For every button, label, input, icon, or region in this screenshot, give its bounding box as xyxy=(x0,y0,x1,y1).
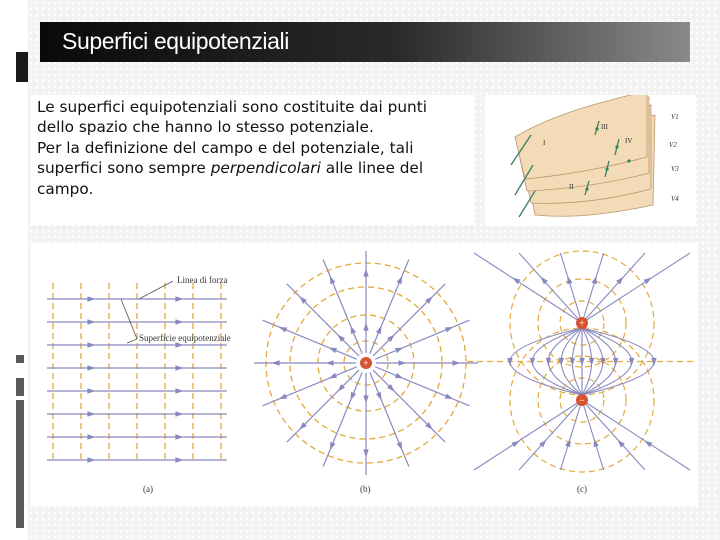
side-accent-bar xyxy=(16,355,24,363)
callout-surface-label: Superficie equipotenziale xyxy=(139,333,231,343)
field-lines-figure xyxy=(31,243,698,506)
field-arrow xyxy=(175,319,183,324)
field-dot xyxy=(615,145,618,148)
field-arrow xyxy=(330,276,336,285)
field-arrow xyxy=(330,442,336,451)
side-accent-bar xyxy=(16,400,24,528)
field-arrow xyxy=(326,360,334,365)
body-text-box xyxy=(31,95,474,225)
field-arrow xyxy=(87,296,95,301)
field-dot xyxy=(595,127,598,130)
field-arrow xyxy=(87,319,95,324)
caption-c: (c) xyxy=(577,484,587,494)
field-arrow xyxy=(594,439,599,448)
side-accent-bar xyxy=(16,378,24,396)
field-arrow xyxy=(87,388,95,393)
field-arrow xyxy=(395,348,404,354)
caption-a: (a) xyxy=(143,484,153,494)
field-arrow xyxy=(363,323,368,331)
callout-leader xyxy=(127,339,137,343)
region-label: II xyxy=(569,183,574,191)
field-arrow xyxy=(644,278,652,285)
field-arrow xyxy=(363,449,368,457)
field-arrow xyxy=(175,296,183,301)
field-dot xyxy=(585,187,588,190)
field-line xyxy=(582,253,604,323)
field-arrow xyxy=(351,326,357,335)
field-arrow xyxy=(175,342,183,347)
body-line: campo. xyxy=(37,179,94,198)
region-label: III xyxy=(601,123,608,131)
surface-label: V3 xyxy=(671,165,679,173)
field-arrow xyxy=(87,457,95,462)
field-line xyxy=(560,400,582,470)
field-arrow xyxy=(175,411,183,416)
field-arrow xyxy=(592,276,597,285)
body-text: alle linee del xyxy=(320,159,424,178)
callout-line-label: Linea di forza xyxy=(177,275,228,285)
panel-dipole xyxy=(467,251,697,472)
panel-uniform-field xyxy=(47,281,227,463)
field-arrow xyxy=(445,394,454,400)
body-line: dello spazio che hanno lo stesso potenziale. xyxy=(37,118,374,137)
field-arrow xyxy=(363,269,368,277)
field-arrow xyxy=(175,388,183,393)
surfaces-svg xyxy=(485,95,696,226)
field-arrow xyxy=(279,327,288,333)
field-arrow xyxy=(329,348,338,354)
charge-sign: + xyxy=(579,318,585,330)
field-arrow xyxy=(397,276,403,285)
field-dot xyxy=(605,167,608,170)
field-arrow xyxy=(363,395,368,403)
field-arrow xyxy=(329,373,338,379)
field-arrow xyxy=(175,457,183,462)
surface-label: V4 xyxy=(671,195,679,203)
equipotential-surfaces-figure xyxy=(485,95,696,226)
charge-sign: − xyxy=(579,395,585,407)
caption-b: (b) xyxy=(360,484,371,494)
field-arrow xyxy=(175,365,183,370)
field-arrow xyxy=(87,342,95,347)
region-label: I xyxy=(543,139,546,147)
field-arrow xyxy=(351,392,357,401)
body-line: Le superfici equipotenziali sono costituite dai punti xyxy=(37,98,428,116)
charge-sign: + xyxy=(363,358,369,370)
field-arrow xyxy=(452,360,460,365)
field-arrow xyxy=(512,278,520,285)
field-arrow xyxy=(175,434,183,439)
side-accent-block xyxy=(16,52,28,82)
field-arrow xyxy=(87,434,95,439)
body-line: Per la definizione del campo e del potenziale, tali xyxy=(37,138,414,157)
field-arrow xyxy=(376,326,382,335)
surface-label: V2 xyxy=(669,141,677,149)
body-text: superfici sono sempre xyxy=(37,159,211,178)
callout-leader xyxy=(139,281,173,299)
body-paragraph xyxy=(31,95,474,199)
field-arrow xyxy=(565,439,570,448)
body-line xyxy=(37,158,468,178)
field-lines-svg xyxy=(31,243,698,506)
field-arrow xyxy=(397,442,403,451)
field-line xyxy=(560,253,582,323)
field-arrow xyxy=(395,373,404,379)
region-label: IV xyxy=(625,137,633,145)
field-arrow xyxy=(398,360,406,365)
field-arrow xyxy=(445,327,454,333)
field-line xyxy=(582,400,604,470)
surface-label: V1 xyxy=(671,113,679,121)
emphasis-perpendicolari: perpendicolari xyxy=(210,159,321,178)
field-arrow xyxy=(644,441,652,448)
panel-point-charge xyxy=(254,251,478,475)
field-arrow xyxy=(87,365,95,370)
field-arrow xyxy=(376,392,382,401)
field-arrow xyxy=(87,411,95,416)
slide-title: Superfici equipotenziali xyxy=(62,28,289,54)
field-arrow xyxy=(567,276,572,285)
field-arrow xyxy=(512,441,520,448)
field-arrow xyxy=(279,394,288,400)
callout-leader xyxy=(121,299,137,339)
field-dot xyxy=(627,159,630,162)
field-arrow xyxy=(272,360,280,365)
